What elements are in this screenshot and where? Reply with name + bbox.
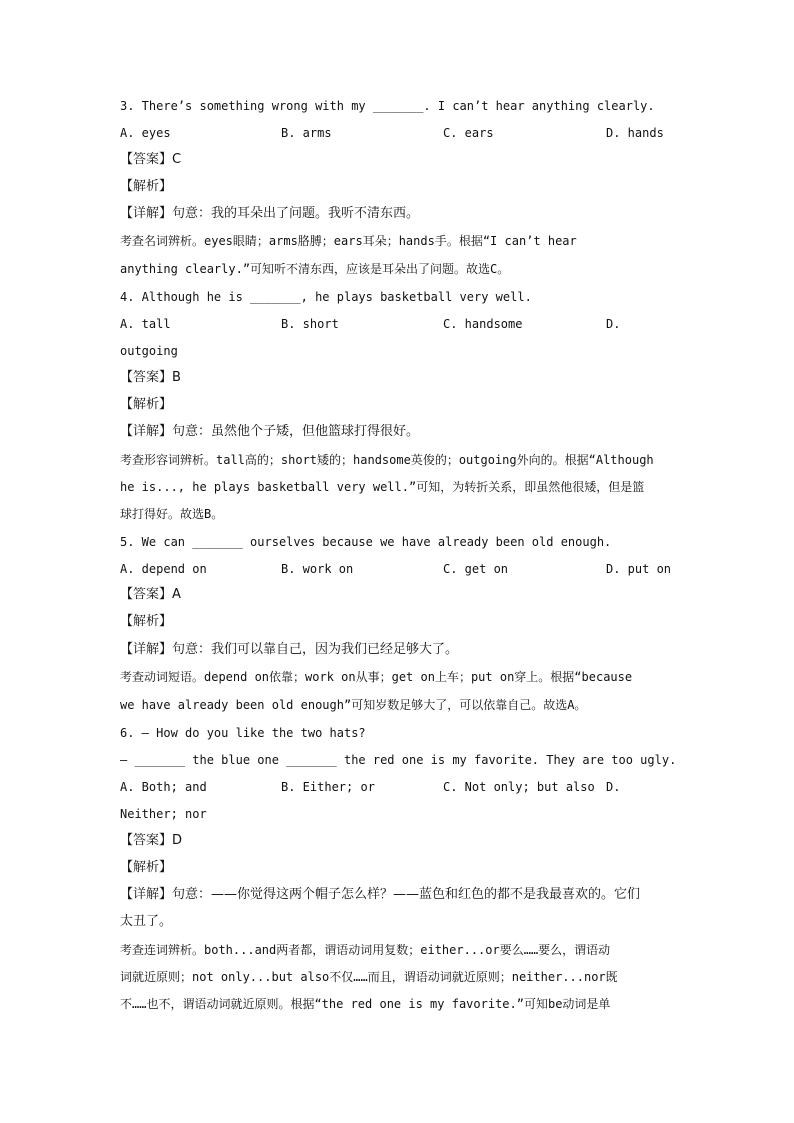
question-5-option-b: B. work on (281, 562, 354, 576)
question-6-explain-line-1: 考查连词辨析。both...and两者都，谓语动词用复数；either...or要么……要么，谓语动 (120, 943, 611, 957)
question-4-explain-line-1: 考查形容词辨析。tall高的；short矮的；handsome英俊的；outgoing外向的。根据“Although (120, 453, 654, 467)
question-5-option-d: D. put on (606, 562, 672, 576)
question-5-option-a: A. depend on (120, 562, 207, 576)
question-3-option-d: D. hands (606, 126, 664, 140)
question-3-explain-line-1: 考查名词辨析。eyes眼睛；arms胳膊；ears耳朵；hands手。根据“I can’t hear (120, 234, 577, 248)
question-4-option-d: D. (606, 317, 621, 331)
question-5-answer: 【答案】A (120, 587, 181, 602)
question-6-detail-line-1: 【详解】句意：——你觉得这两个帽子怎么样？——蓝色和红色的都不是我最喜欢的。它们 (120, 887, 641, 902)
question-4-detail: 【详解】句意：虽然他个子矮，但他篮球打得很好。 (120, 424, 420, 439)
question-6-answer: 【答案】D (120, 833, 183, 848)
question-5-analysis: 【解析】 (120, 614, 173, 629)
question-6-option-c: C. Not only; but also (443, 780, 595, 794)
question-5-stem: 5. We can _______ ourselves because we have already been old enough. (120, 535, 612, 549)
question-4-option-b: B. short (281, 317, 339, 331)
question-4-explain-line-3: 球打得好。故选B。 (120, 507, 224, 521)
question-6-option-d: D. (606, 780, 621, 794)
question-4-answer: 【答案】B (120, 370, 181, 385)
question-6-option-d-text: Neither; nor (120, 807, 207, 821)
question-3-answer: 【答案】C (120, 152, 182, 167)
question-6-option-a: A. Both; and (120, 780, 207, 794)
question-4-option-c: C. handsome (443, 317, 523, 331)
question-6-stem: 6. — How do you like the two hats? (120, 726, 366, 740)
question-3-analysis: 【解析】 (120, 179, 173, 194)
question-5-explain-line-1: 考查动词短语。depend on依靠；work on从事；get on上车；put on穿上。根据“because (120, 670, 633, 684)
question-5-option-c: C. get on (443, 562, 509, 576)
question-6-explain-line-2: 词就近原则；not only...but also不仅……而且，谓语动词就近原则；neither...nor既 (120, 970, 618, 984)
question-4-analysis: 【解析】 (120, 397, 173, 412)
question-6-option-b: B. Either; or (281, 780, 375, 794)
question-6-analysis: 【解析】 (120, 860, 173, 875)
question-3-option-b: B. arms (281, 126, 332, 140)
question-4-option-d-text: outgoing (120, 344, 178, 358)
question-3-option-a: A. eyes (120, 126, 171, 140)
question-3-explain-line-2: anything clearly.”可知听不清东西，应该是耳朵出了问题。故选C。 (120, 262, 510, 276)
question-6-explain-line-3: 不……也不，谓语动词就近原则。根据“the red one is my favorite.”可知be动词是单 (120, 997, 611, 1011)
question-3-stem: 3. There’s something wrong with my _______. I can’t hear anything clearly. (120, 99, 655, 113)
question-4-option-a: A. tall (120, 317, 171, 331)
question-3-option-c: C. ears (443, 126, 494, 140)
question-6-stem-reply: — _______ the blue one _______ the red one is my favorite. They are too ugly. (120, 753, 677, 767)
question-5-explain-line-2: we have already been old enough”可知岁数足够大了，可以依靠自己。故选A。 (120, 698, 587, 712)
question-5-detail: 【详解】句意：我们可以靠自己，因为我们已经足够大了。 (120, 642, 459, 657)
question-4-stem: 4. Although he is _______, he plays basketball very well. (120, 290, 532, 304)
question-4-explain-line-2: he is..., he plays basketball very well.”可知，为转折关系，即虽然他很矮，但是篮 (120, 480, 645, 494)
question-6-detail-line-2: 太丑了。 (120, 914, 173, 929)
question-3-detail: 【详解】句意：我的耳朵出了问题。我听不清东西。 (120, 206, 420, 221)
